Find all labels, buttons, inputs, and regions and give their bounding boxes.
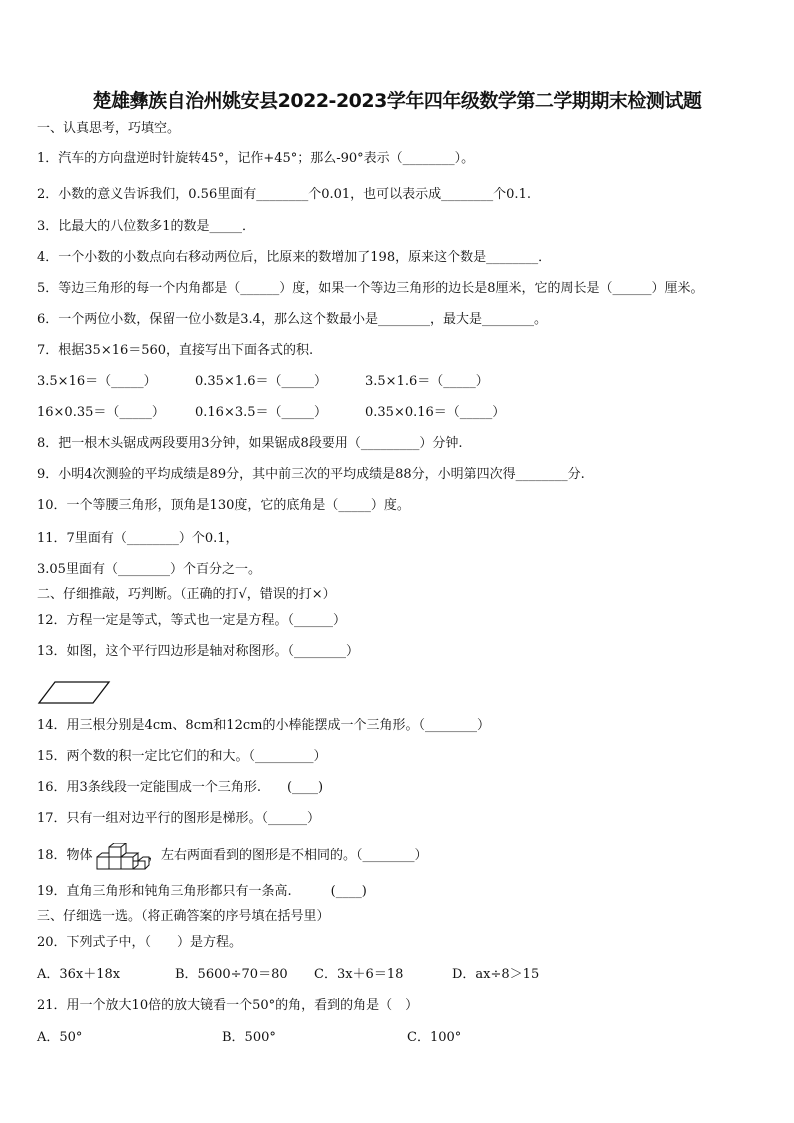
question-21: 21．用一个放大10倍的放大镜看一个50°的角，看到的角是（ ） [37,998,419,1013]
section-3-heading: 三、仔细选一选。（将正确答案的序号填在括号里） [37,909,330,924]
parallelogram-figure [37,680,111,706]
q20-option-a: A．36x＋18x [37,967,121,982]
q7-item: 0.35×1.6＝（_____） [195,374,328,389]
q20-option-d: D．ax÷8＞15 [452,967,540,982]
q20-option-b: B．5600÷70＝80 [175,967,288,982]
cube-stack-figure [95,843,151,873]
question-3: 3．比最大的八位数多1的数是_____． [37,219,256,234]
question-2: 2．小数的意义告诉我们，0.56里面有________个0.01，也可以表示成________个0.1. [37,187,531,202]
question-10: 10．一个等腰三角形，顶角是130度，它的底角是（_____）度。 [37,498,410,513]
question-14: 14．用三根分别是4cm、8cm和12cm的小棒能摆成一个三角形。（________） [37,718,490,733]
question-6: 6．一个两位小数，保留一位小数是3.4，那么这个数最小是________，最大是________。 [37,312,547,327]
q7-item: 3.5×16＝（_____） [37,374,157,389]
question-4: 4．一个小数的小数点向右移动两位后，比原来的数增加了198，原来这个数是________． [37,250,552,265]
question-18-prefix: 18．物体 [37,848,93,863]
question-5: 5．等边三角形的每一个内角都是（______）度，如果一个等边三角形的边长是8厘米，它的周长是（______）厘米。 [37,281,704,296]
section-2-heading: 二、仔细推敲，巧判断。（正确的打√，错误的打×） [37,587,336,602]
q21-option-c: C．100° [407,1030,462,1045]
question-11a: 11．7里面有（________）个0.1， [37,531,239,546]
question-18-text: ，左右两面看到的图形是不相同的。（________） [148,848,428,863]
q7-item: 16×0.35＝（_____） [37,405,165,420]
q21-option-b: B．500° [222,1030,276,1045]
q20-option-c: C．3x＋6＝18 [314,967,404,982]
question-16: 16．用3条线段一定能围成一个三角形. (____) [37,780,324,795]
question-17: 17．只有一组对边平行的图形是梯形。（______） [37,811,321,826]
question-12: 12．方程一定是等式，等式也一定是方程。（______） [37,613,347,628]
question-15: 15．两个数的积一定比它们的和大。（_________） [37,749,327,764]
question-20: 20．下列式子中，（ ）是方程。 [37,935,243,950]
question-8: 8．把一根木头锯成两段要用3分钟，如果锯成8段要用（_________）分钟. [37,436,463,451]
page-title: 楚雄彝族自治州姚安县2022-2023学年四年级数学第二学期期末检测试题 [92,90,702,112]
question-1: 1．汽车的方向盘逆时针旋转45°，记作+45°；那么-90°表示（________）。 [37,151,475,166]
q7-item: 0.35×0.16＝（_____） [365,405,506,420]
question-11b: 3.05里面有（________）个百分之一。 [37,562,261,577]
question-13: 13．如图，这个平行四边形是轴对称图形。（________） [37,644,360,659]
q21-option-a: A．50° [37,1030,83,1045]
q7-item: 3.5×1.6＝（_____） [365,374,489,389]
question-7: 7．根据35×16＝560，直接写出下面各式的积. [37,343,314,358]
question-19: 19．直角三角形和钝角三角形都只有一条高. (____) [37,884,367,899]
section-1-heading: 一、认真思考，巧填空。 [37,121,181,136]
question-9: 9．小明4次测验的平均成绩是89分，其中前三次的平均成绩是88分，小明第四次得________分. [37,467,585,482]
q7-item: 0.16×3.5＝（_____） [195,405,328,420]
